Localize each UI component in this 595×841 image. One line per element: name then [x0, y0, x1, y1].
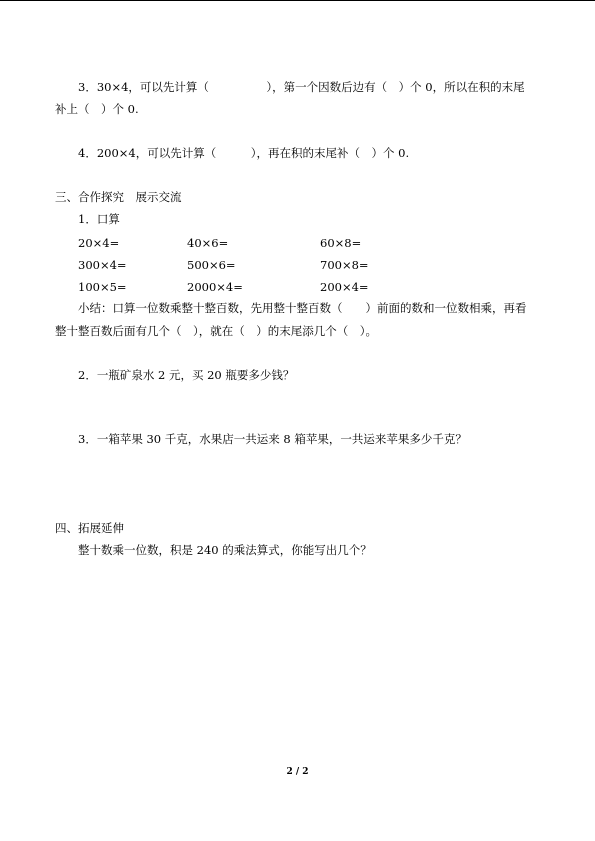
apple-question: 3．一箱苹果 30 千克，水果店一共运来 8 箱苹果，一共运来苹果多少千克？: [78, 432, 467, 446]
summary-line2: 整十整百数后面有几个（ ），就在（ ）的末尾添几个（ ）。: [55, 324, 377, 338]
oral-calc-title: 1．口算: [78, 212, 120, 226]
grid-cell-2-1: 2000×4=: [187, 280, 243, 294]
top-border-line: [0, 0, 595, 1]
grid-cell-1-2: 700×8=: [320, 258, 369, 272]
q4-line: 4．200×4，可以先计算（ ），再在积的末尾补（ ）个 0.: [78, 146, 410, 160]
q3-line1: 3．30×4，可以先计算（ ），第一个因数后边有（ ）个 0，所以在积的末尾: [78, 80, 525, 94]
page-number: 2 / 2: [286, 767, 309, 777]
section4-heading: 四、拓展延伸: [55, 521, 124, 535]
summary-line1: 小结：口算一位数乘整十整百数，先用整十整百数（ ）前面的数和一位数相乘，再看: [78, 301, 527, 315]
section3-heading: 三、合作探究 展示交流: [55, 190, 182, 204]
grid-cell-0-1: 40×6=: [187, 236, 229, 250]
extension-question: 整十数乘一位数，积是 240 的乘法算式，你能写出几个？: [78, 543, 372, 557]
grid-cell-0-0: 20×4=: [78, 236, 120, 250]
q3-line2: 补上（ ）个 0.: [55, 102, 139, 116]
grid-cell-2-2: 200×4=: [320, 280, 369, 294]
water-question: 2．一瓶矿泉水 2 元，买 20 瓶要多少钱？: [78, 368, 295, 382]
grid-cell-1-0: 300×4=: [78, 258, 127, 272]
grid-cell-2-0: 100×5=: [78, 280, 127, 294]
grid-cell-0-2: 60×8=: [320, 236, 362, 250]
grid-cell-1-1: 500×6=: [187, 258, 236, 272]
